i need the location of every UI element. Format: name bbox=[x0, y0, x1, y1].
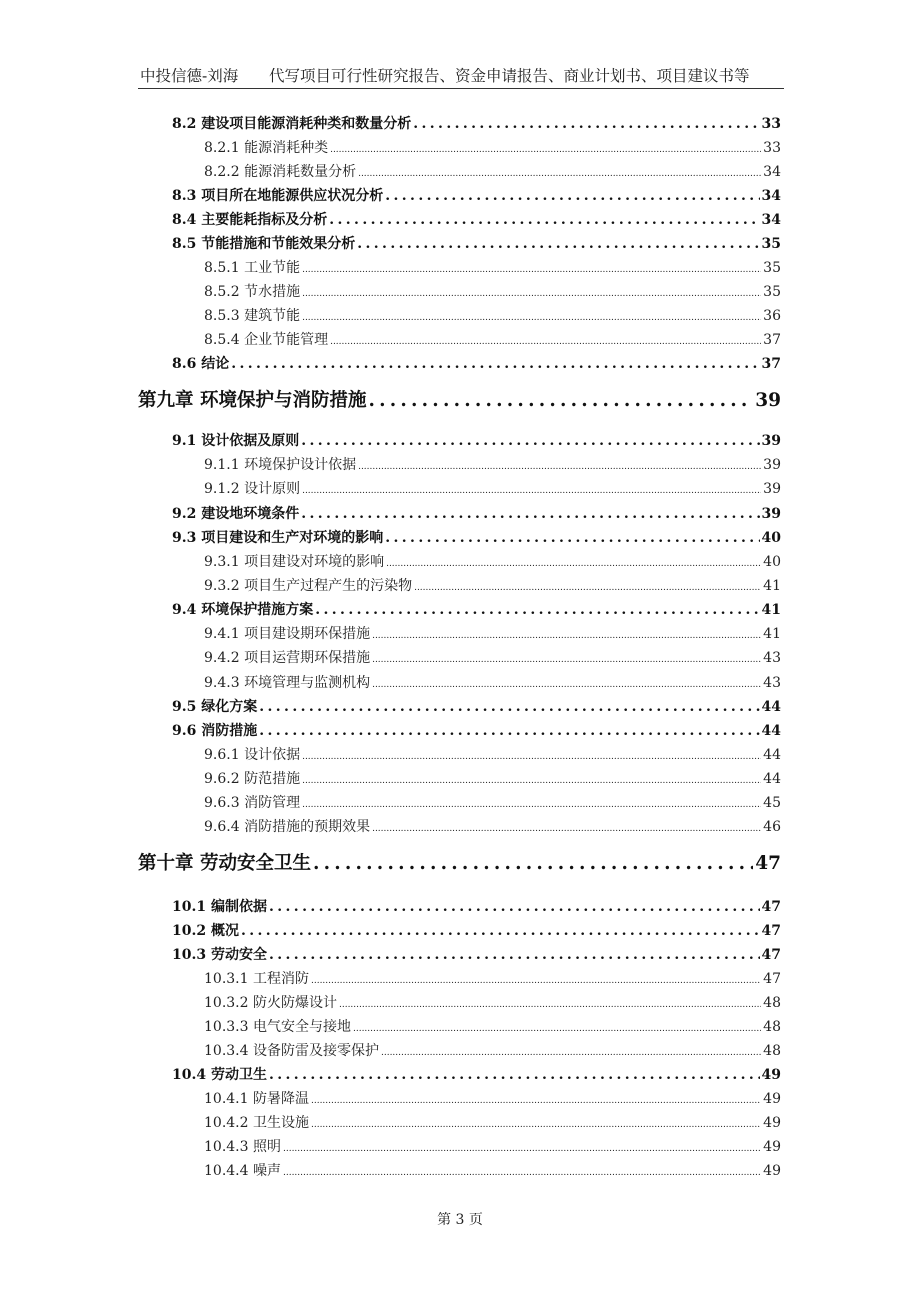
toc-subsection[interactable] bbox=[204, 651, 781, 665]
toc-page-number: 49 bbox=[763, 1115, 781, 1131]
toc-leader-dots bbox=[301, 507, 759, 521]
toc-page-number: 43 bbox=[763, 650, 781, 666]
toc-leader-dots bbox=[259, 724, 759, 738]
toc-leader-dots bbox=[269, 1068, 760, 1082]
toc-section[interactable] bbox=[172, 507, 781, 521]
toc-leader-dots bbox=[381, 1044, 761, 1058]
toc-subsection[interactable] bbox=[204, 579, 781, 593]
toc-page-number: 46 bbox=[763, 819, 781, 835]
toc-subsection[interactable] bbox=[204, 627, 781, 641]
toc-title: 10.3.1 工程消防 bbox=[204, 971, 309, 987]
toc-subsection[interactable] bbox=[204, 482, 781, 496]
toc-title: 8.2 建设项目能源消耗种类和数量分析 bbox=[172, 116, 412, 132]
toc-page-number: 37 bbox=[761, 356, 781, 372]
toc-title: 9.4.3 环境管理与监测机构 bbox=[204, 675, 371, 691]
toc-leader-dots bbox=[386, 555, 761, 569]
toc-leader-dots bbox=[385, 531, 759, 545]
toc-page-number: 40 bbox=[763, 554, 781, 570]
toc-title: 8.4 主要能耗指标及分析 bbox=[172, 212, 328, 228]
toc-leader-dots bbox=[302, 482, 761, 496]
toc-section[interactable] bbox=[172, 924, 781, 938]
toc-section[interactable] bbox=[172, 189, 781, 203]
toc-page-number: 40 bbox=[761, 530, 781, 546]
toc-section[interactable] bbox=[172, 434, 781, 448]
toc-leader-dots bbox=[330, 141, 761, 155]
toc-page-number: 44 bbox=[761, 699, 781, 715]
toc-title: 9.5 绿化方案 bbox=[172, 699, 258, 715]
toc-leader-dots bbox=[329, 213, 759, 227]
toc-page-number: 47 bbox=[761, 947, 781, 963]
toc-leader-dots bbox=[385, 189, 759, 203]
toc-leader-dots bbox=[283, 1140, 761, 1154]
toc-subsection[interactable] bbox=[204, 1020, 781, 1034]
toc-leader-dots bbox=[372, 627, 761, 641]
toc-page-number: 44 bbox=[763, 771, 781, 787]
toc-title: 10.4.2 卫生设施 bbox=[204, 1115, 309, 1131]
toc-title: 9.6.3 消防管理 bbox=[204, 795, 301, 811]
toc-page-number: 47 bbox=[761, 923, 781, 939]
toc-subsection[interactable] bbox=[204, 309, 781, 323]
toc-leader-dots bbox=[358, 458, 761, 472]
toc-page-number: 44 bbox=[763, 747, 781, 763]
toc-leader-dots bbox=[368, 392, 753, 411]
toc-leader-dots bbox=[313, 855, 753, 874]
toc-page-number: 49 bbox=[763, 1091, 781, 1107]
toc-page-number: 39 bbox=[761, 433, 781, 449]
toc-page-number: 48 bbox=[763, 1019, 781, 1035]
toc-title: 9.4.2 项目运营期环保措施 bbox=[204, 650, 371, 666]
toc-subsection[interactable] bbox=[204, 261, 781, 275]
toc-leader-dots bbox=[315, 603, 759, 617]
toc-title: 9.6.4 消防措施的预期效果 bbox=[204, 819, 371, 835]
toc-leader-dots bbox=[372, 676, 761, 690]
toc-subsection[interactable] bbox=[204, 796, 781, 810]
toc-title: 第九章 环境保护与消防措施 bbox=[138, 390, 367, 411]
toc-title: 10.4.3 照明 bbox=[204, 1139, 281, 1155]
toc-subsection[interactable] bbox=[204, 1044, 781, 1058]
toc-page-number: 34 bbox=[763, 164, 781, 180]
toc-section[interactable] bbox=[172, 948, 781, 962]
toc-chapter[interactable] bbox=[138, 392, 781, 411]
toc-subsection[interactable] bbox=[204, 285, 781, 299]
toc-page-number: 48 bbox=[763, 1043, 781, 1059]
toc-page-number: 49 bbox=[761, 1067, 781, 1083]
toc-section[interactable] bbox=[172, 603, 781, 617]
toc-page-number: 34 bbox=[761, 188, 781, 204]
toc-section[interactable] bbox=[172, 237, 781, 251]
toc-title: 8.2.2 能源消耗数量分析 bbox=[204, 164, 357, 180]
toc-title: 10.4 劳动卫生 bbox=[172, 1067, 267, 1083]
toc-title: 9.6.2 防范措施 bbox=[204, 771, 301, 787]
toc-subsection[interactable] bbox=[204, 1140, 781, 1154]
toc-subsection[interactable] bbox=[204, 996, 781, 1010]
toc-page-number: 43 bbox=[763, 675, 781, 691]
toc-page-number: 35 bbox=[763, 260, 781, 276]
toc-title: 10.1 编制依据 bbox=[172, 899, 267, 915]
toc-page-number: 47 bbox=[755, 853, 781, 874]
toc-title: 8.2.1 能源消耗种类 bbox=[204, 140, 329, 156]
toc-page-number: 35 bbox=[761, 236, 781, 252]
toc-chapter[interactable] bbox=[138, 855, 781, 874]
toc-page-number: 39 bbox=[763, 481, 781, 497]
toc-section[interactable] bbox=[172, 213, 781, 227]
toc-subsection[interactable] bbox=[204, 972, 781, 986]
toc-section[interactable] bbox=[172, 357, 781, 371]
toc-title: 9.1.2 设计原则 bbox=[204, 481, 301, 497]
toc-leader-dots bbox=[302, 796, 761, 810]
toc-subsection[interactable] bbox=[204, 1164, 781, 1178]
toc-leader-dots bbox=[353, 1020, 761, 1034]
toc-leader-dots bbox=[231, 357, 759, 371]
toc-page-number: 39 bbox=[763, 457, 781, 473]
toc-page-number: 47 bbox=[763, 971, 781, 987]
toc-page-number: 49 bbox=[763, 1163, 781, 1179]
toc-page-number: 45 bbox=[763, 795, 781, 811]
toc-title: 8.3 项目所在地能源供应状况分析 bbox=[172, 188, 384, 204]
page-header bbox=[138, 62, 784, 89]
toc-subsection[interactable] bbox=[204, 772, 781, 786]
toc-subsection[interactable] bbox=[204, 1116, 781, 1130]
toc-page-number: 39 bbox=[761, 506, 781, 522]
toc-title: 10.3.4 设备防雷及接零保护 bbox=[204, 1043, 379, 1059]
toc-title: 10.3.2 防火防爆设计 bbox=[204, 995, 337, 1011]
toc-title: 8.5 节能措施和节能效果分析 bbox=[172, 236, 356, 252]
toc-title: 9.6.1 设计依据 bbox=[204, 747, 301, 763]
toc-page-number: 41 bbox=[763, 626, 781, 642]
toc-page-number: 39 bbox=[755, 390, 781, 411]
toc-title: 9.3.2 项目生产过程产生的污染物 bbox=[204, 578, 413, 594]
toc-leader-dots bbox=[311, 1092, 761, 1106]
toc-subsection[interactable] bbox=[204, 555, 781, 569]
header-author: 中投信德-刘海 bbox=[140, 67, 239, 85]
toc-leader-dots bbox=[413, 117, 759, 131]
toc-section[interactable] bbox=[172, 531, 781, 545]
toc-section[interactable] bbox=[172, 1068, 781, 1082]
toc-leader-dots bbox=[372, 820, 761, 834]
toc-leader-dots bbox=[339, 996, 761, 1010]
toc-title: 8.5.3 建筑节能 bbox=[204, 308, 301, 324]
toc-title: 10.2 概况 bbox=[172, 923, 239, 939]
toc-subsection[interactable] bbox=[204, 676, 781, 690]
toc-leader-dots bbox=[283, 1164, 761, 1178]
toc-leader-dots bbox=[241, 924, 760, 938]
toc-subsection[interactable] bbox=[204, 748, 781, 762]
toc-leader-dots bbox=[330, 333, 761, 347]
toc-title: 8.5.4 企业节能管理 bbox=[204, 332, 329, 348]
header-services: 代写项目可行性研究报告、资金申请报告、商业计划书、项目建议书等 bbox=[269, 67, 750, 85]
toc-title: 10.4.4 噪声 bbox=[204, 1163, 281, 1179]
toc-leader-dots bbox=[357, 237, 759, 251]
toc-leader-dots bbox=[269, 900, 760, 914]
toc-leader-dots bbox=[259, 700, 759, 714]
toc-title: 9.1.1 环境保护设计依据 bbox=[204, 457, 357, 473]
toc-subsection[interactable] bbox=[204, 1092, 781, 1106]
toc-title: 9.2 建设地环境条件 bbox=[172, 506, 300, 522]
toc-title: 9.1 设计依据及原则 bbox=[172, 433, 300, 449]
toc-leader-dots bbox=[269, 948, 760, 962]
toc-leader-dots bbox=[302, 309, 761, 323]
toc-leader-dots bbox=[302, 261, 761, 275]
toc-subsection[interactable] bbox=[204, 458, 781, 472]
toc-leader-dots bbox=[414, 579, 761, 593]
toc-section[interactable] bbox=[172, 700, 781, 714]
toc-title: 8.5.1 工业节能 bbox=[204, 260, 301, 276]
toc-title: 10.3 劳动安全 bbox=[172, 947, 267, 963]
toc-page-number: 41 bbox=[763, 578, 781, 594]
page-number: 第 3 页 bbox=[437, 1212, 483, 1228]
toc-title: 9.4 环境保护措施方案 bbox=[172, 602, 314, 618]
toc-leader-dots bbox=[311, 1116, 761, 1130]
toc-section[interactable] bbox=[172, 724, 781, 738]
toc-subsection[interactable] bbox=[204, 165, 781, 179]
toc-subsection[interactable] bbox=[204, 333, 781, 347]
toc-page-number: 44 bbox=[761, 723, 781, 739]
toc-page-number: 34 bbox=[761, 212, 781, 228]
toc-title: 9.3.1 项目建设对环境的影响 bbox=[204, 554, 385, 570]
toc-title: 8.6 结论 bbox=[172, 356, 230, 372]
toc-title: 10.4.1 防暑降温 bbox=[204, 1091, 309, 1107]
toc-leader-dots bbox=[301, 434, 759, 448]
toc-section[interactable] bbox=[172, 900, 781, 914]
toc-title: 10.3.3 电气安全与接地 bbox=[204, 1019, 351, 1035]
toc-subsection[interactable] bbox=[204, 820, 781, 834]
toc-page-number: 47 bbox=[761, 899, 781, 915]
toc-leader-dots bbox=[311, 972, 761, 986]
toc-page-number: 37 bbox=[763, 332, 781, 348]
toc-leader-dots bbox=[302, 772, 761, 786]
toc-title: 9.6 消防措施 bbox=[172, 723, 258, 739]
toc-title: 第十章 劳动安全卫生 bbox=[138, 853, 311, 874]
toc-title: 8.5.2 节水措施 bbox=[204, 284, 301, 300]
toc-page-number: 49 bbox=[763, 1139, 781, 1155]
toc-leader-dots bbox=[372, 651, 761, 665]
toc-page-number: 33 bbox=[761, 116, 781, 132]
toc-page-number: 36 bbox=[763, 308, 781, 324]
toc-page-number: 48 bbox=[763, 995, 781, 1011]
toc-leader-dots bbox=[358, 165, 761, 179]
toc-subsection[interactable] bbox=[204, 141, 781, 155]
toc-leader-dots bbox=[302, 748, 761, 762]
toc-page-number: 41 bbox=[761, 602, 781, 618]
toc-title: 9.4.1 项目建设期环保措施 bbox=[204, 626, 371, 642]
toc-page-number: 33 bbox=[763, 140, 781, 156]
toc-section[interactable] bbox=[172, 117, 781, 131]
toc-page-number: 35 bbox=[763, 284, 781, 300]
toc-leader-dots bbox=[302, 285, 761, 299]
toc-title: 9.3 项目建设和生产对环境的影响 bbox=[172, 530, 384, 546]
